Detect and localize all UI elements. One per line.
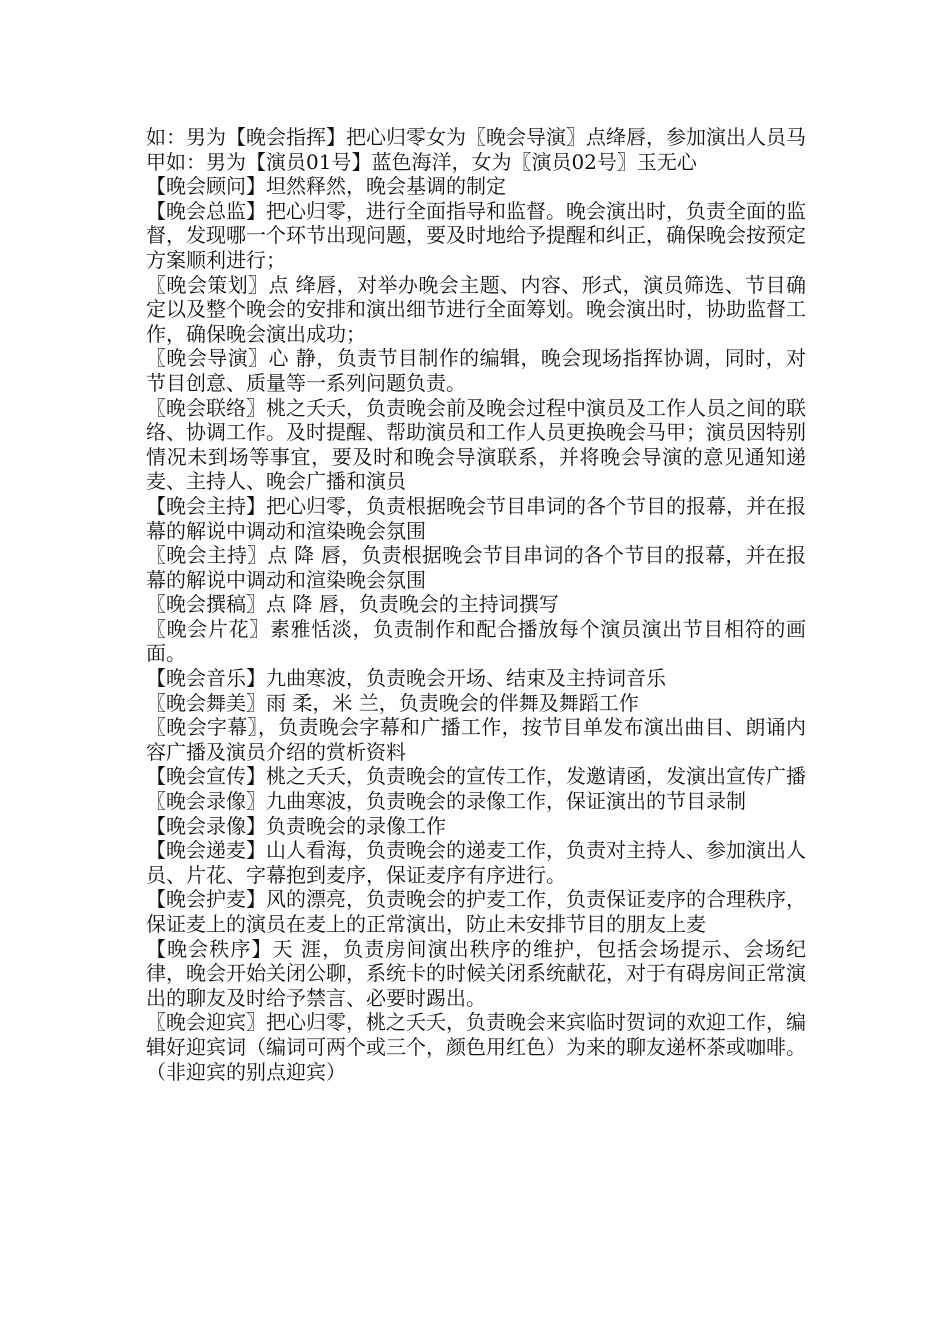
paragraph-mic-guard: 【晚会护麦】风的漂亮，负责晚会的护麦工作，负责保证麦序的合理秩序，保证麦上的演员在麦上的正常演出，防止未安排节目的朋友上麦	[146, 887, 806, 936]
paragraph-recording-1: 〖晚会录像〗九曲寒波，负责晚会的录像工作，保证演出的节目录制	[146, 789, 746, 814]
paragraph-writer: 〖晚会撰稿〗点 降 唇，负责晚会的主持词撰写	[146, 592, 559, 617]
paragraph-greeter: 〖晚会迎宾〗把心归零，桃之夭夭，负责晚会来宾临时贺词的欢迎工作，编辑好迎宾词（编词可两个或三个，颜色用红色）为来的聊友递杯茶或咖啡。	[146, 1010, 806, 1059]
paragraph-host-male: 【晚会主持】把心归零，负责根据晚会节目串词的各个节目的报幕，并在报幕的解说中调动和渲染晚会氛围	[146, 493, 806, 543]
paragraph-note: （非迎宾的别点迎宾）	[146, 1059, 346, 1084]
paragraph-subtitles: 〖晚会字幕〗，负责晚会字幕和广播工作，按节目单发布演出曲目、朗诵内容广播及演员介绍的赏析资料	[146, 715, 806, 764]
paragraph-liaison: 〖晚会联络〗桃之夭夭，负责晚会前及晚会过程中演员及工作人员之间的联络、协调工作。及时提醒、帮助演员和工作人员更换晚会马甲；演员因特别情况未到场等事宜，要及时和晚会导演联系，并将晚会导演的意见通知递麦、主持人、晚会广播和演员	[146, 395, 806, 494]
paragraph-order: 【晚会秩序】天 涯，负责房间演出秩序的维护，包括会场提示、会场纪律，晚会开始关闭公聊，系统卡的时候关闭系统献花，对于有碍房间正常演出的聊友及时给予禁言、必要时踢出。	[146, 936, 806, 1010]
paragraph-publicity: 【晚会宣传】桃之夭夭，负责晚会的宣传工作，发邀请函，发演出宣传广播	[146, 764, 806, 789]
paragraph-stage-art: 〖晚会舞美〗雨 柔，米 兰，负责晚会的伴舞及舞蹈工作	[146, 690, 639, 715]
paragraph-planner: 〖晚会策划〗点 绛唇，对举办晚会主题、内容、形式，演员筛选、节目确定以及整个晚会的安排和演出细节进行全面筹划。晚会演出时，协助监督工作，确保晚会演出成功；	[146, 272, 806, 346]
document-body	[146, 125, 806, 1084]
paragraph-recording-2: 【晚会录像】负责晚会的录像工作	[146, 813, 446, 838]
paragraph-intro: 如：男为【晚会指挥】把心归零女为〖晚会导演〗点绛唇，参加演出人员马甲如：男为【演员01号】蓝色海洋，女为〖演员02号〗玉无心	[146, 125, 806, 174]
paragraph-clips: 〖晚会片花〗素雅恬淡，负责制作和配合播放每个演员演出节目相符的画面。	[146, 616, 806, 666]
paragraph-host-female: 〖晚会主持〗点 降 唇，负责根据晚会节目串词的各个节目的报幕，并在报幕的解说中调动和渲染晚会氛围	[146, 543, 806, 592]
paragraph-advisor: 【晚会顾问】坦然释然，晚会基调的制定	[146, 174, 506, 199]
paragraph-mic-passing: 【晚会递麦】山人看海，负责晚会的递麦工作，负责对主持人、参加演出人员、片花、字幕抱到麦序，保证麦序有序进行。	[146, 838, 806, 887]
paragraph-music: 【晚会音乐】九曲寒波，负责晚会开场、结束及主持词音乐	[146, 666, 666, 691]
paragraph-director: 〖晚会导演〗心 静，负责节目制作的编辑，晚会现场指挥协调，同时，对节目创意、质量等一系列问题负责。	[146, 346, 806, 395]
paragraph-director-general: 【晚会总监】把心归零，进行全面指导和监督。晚会演出时，负责全面的监督，发现哪一个环节出现问题，要及时地给予提醒和纠正，确保晚会按预定方案顺利进行；	[146, 198, 806, 272]
